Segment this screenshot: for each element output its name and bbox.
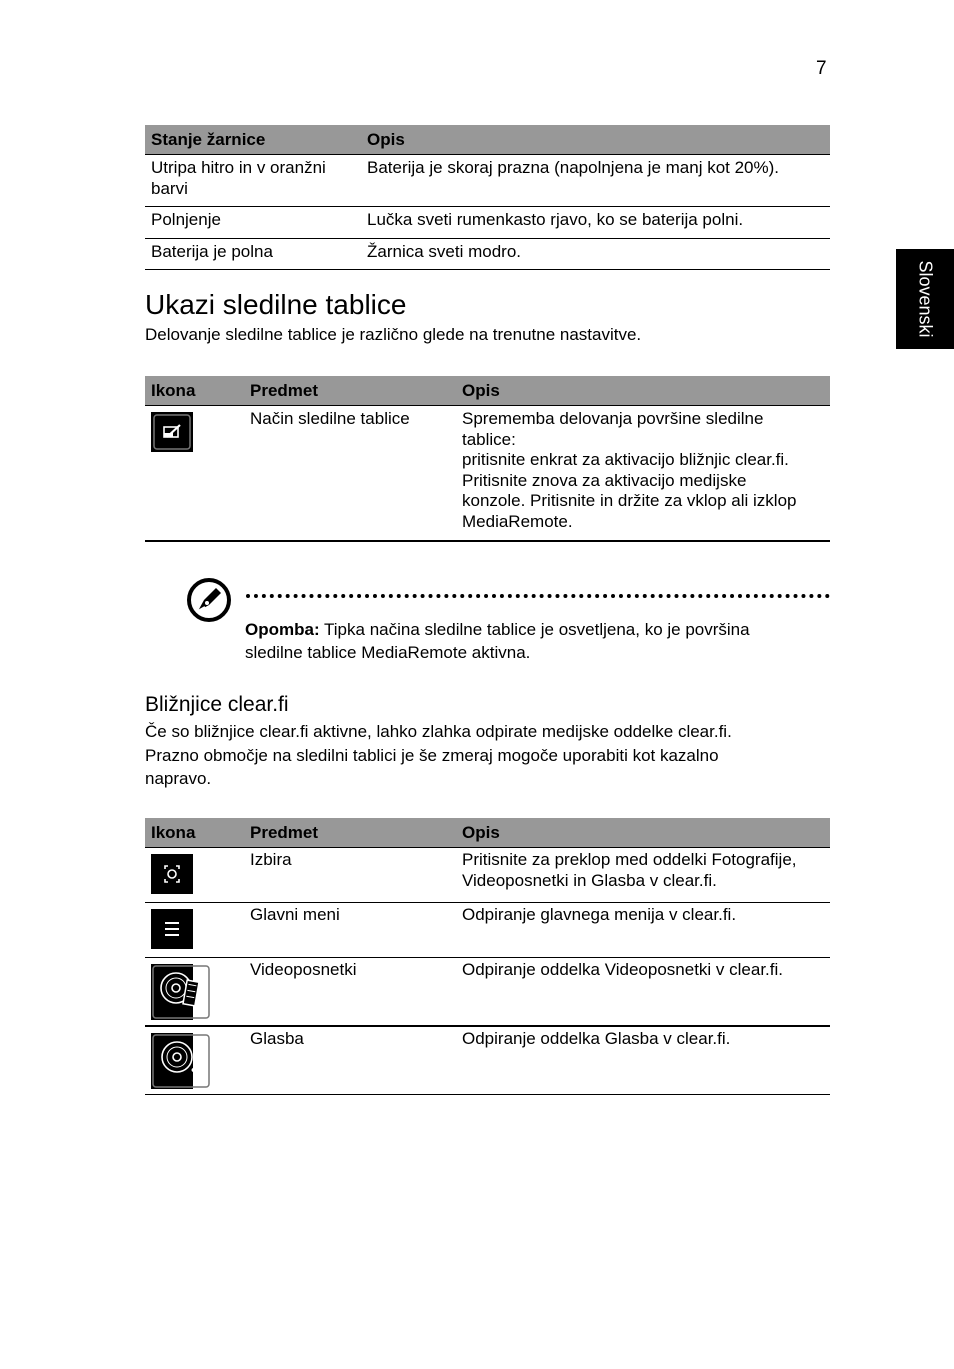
description-line: MediaRemote. xyxy=(462,511,573,531)
note-line: Tipka načina sledilne tablice je osvetljena, ko je površina xyxy=(319,620,750,639)
shortcuts-table xyxy=(145,818,830,1095)
description-cell: Žarnica sveti modro. xyxy=(361,238,830,270)
intro-line: Prazno območje na sledilni tablici je še zmeraj mogoče uporabiti kot kazalno xyxy=(145,745,719,765)
column-header-description: Opis xyxy=(456,376,830,406)
language-tab-label: Slovenski xyxy=(915,260,936,338)
table-row xyxy=(145,406,830,542)
item-cell: Izbira xyxy=(244,848,456,903)
icon-cell xyxy=(145,1026,244,1095)
table-row xyxy=(145,848,830,903)
state-cell: Polnjenje xyxy=(145,207,361,239)
icon-cell xyxy=(145,406,244,542)
table-header-row xyxy=(145,376,830,406)
icon-cell xyxy=(145,848,244,903)
description-cell xyxy=(456,406,830,542)
description-cell: Odpiranje oddelka Glasba v clear.fi. xyxy=(456,1026,830,1095)
description-cell xyxy=(456,848,830,903)
table-row xyxy=(145,207,830,239)
description-cell: Odpiranje oddelka Videoposnetki v clear.fi. xyxy=(456,958,830,1027)
intro-line: napravo. xyxy=(145,769,212,788)
description-line: pritisnite enkrat za aktivacijo bližnjic clear.fi. xyxy=(462,450,789,469)
note-divider xyxy=(246,594,830,598)
table-header-row xyxy=(145,818,830,848)
description-line: Sprememba delovanja površine sledilne xyxy=(462,409,764,428)
section-title: Ukazi sledilne tablice xyxy=(145,289,407,320)
table-row xyxy=(145,238,830,270)
item-cell: Videoposnetki xyxy=(244,958,456,1027)
subsection-intro xyxy=(145,720,805,791)
table-row xyxy=(145,903,830,958)
icon-cell xyxy=(145,903,244,958)
language-tab xyxy=(896,249,954,349)
note-pen-icon xyxy=(185,576,233,629)
battery-status-table xyxy=(145,125,830,270)
intro-line: Če so bližnjice clear.fi aktivne, lahko zlahka odpirate medijske oddelke clear.fi. xyxy=(145,722,732,741)
column-header-description: Opis xyxy=(361,125,830,155)
column-header-item: Predmet xyxy=(244,818,456,848)
description-line: konzole. Pritisnite in držite za vklop ali izklop xyxy=(462,491,797,510)
page-number: 7 xyxy=(816,58,827,79)
note-line: sledilne tablice MediaRemote aktivna. xyxy=(245,642,531,662)
main-menu-icon xyxy=(151,909,193,949)
state-cell: Utripa hitro in v oranžni barvi xyxy=(145,155,361,207)
table-row xyxy=(145,155,830,207)
touchpad-mode-icon xyxy=(151,412,193,452)
description-cell: Lučka sveti rumenkasto rjavo, ko se baterija polni. xyxy=(361,207,830,239)
touchpad-commands-table xyxy=(145,376,830,542)
column-header-state: Stanje žarnice xyxy=(145,125,361,155)
description-line: Pritisnite znova za aktivacijo medijske xyxy=(462,470,747,490)
note-label: Opomba: xyxy=(245,620,320,639)
video-icon xyxy=(151,964,193,1020)
section-intro: Delovanje sledilne tablice je različno glede na trenutne nastavitve. xyxy=(145,325,642,344)
description-line: tablice: xyxy=(462,429,516,449)
column-header-description: Opis xyxy=(456,818,830,848)
item-cell: Glasba xyxy=(244,1026,456,1095)
note-text xyxy=(245,619,805,664)
icon-cell xyxy=(145,958,244,1027)
column-header-item: Predmet xyxy=(244,376,456,406)
column-header-icon: Ikona xyxy=(145,818,244,848)
subsection-title: Bližnjice clear.fi xyxy=(145,693,289,716)
column-header-icon: Ikona xyxy=(145,376,244,406)
description-cell: Baterija je skoraj prazna (napolnjena je manj kot 20%). xyxy=(361,155,830,207)
description-line: Videoposnetki in Glasba v clear.fi. xyxy=(462,870,717,890)
state-cell: Baterija je polna xyxy=(145,238,361,270)
item-cell: Glavni meni xyxy=(244,903,456,958)
table-row xyxy=(145,1026,830,1095)
description-line: Pritisnite za preklop med oddelki Fotografije, xyxy=(462,850,797,869)
item-cell: Način sledilne tablice xyxy=(244,406,456,542)
table-row xyxy=(145,958,830,1027)
music-icon xyxy=(151,1033,193,1089)
description-cell: Odpiranje glavnega menija v clear.fi. xyxy=(456,903,830,958)
select-icon xyxy=(151,854,193,894)
table-header-row xyxy=(145,125,830,155)
